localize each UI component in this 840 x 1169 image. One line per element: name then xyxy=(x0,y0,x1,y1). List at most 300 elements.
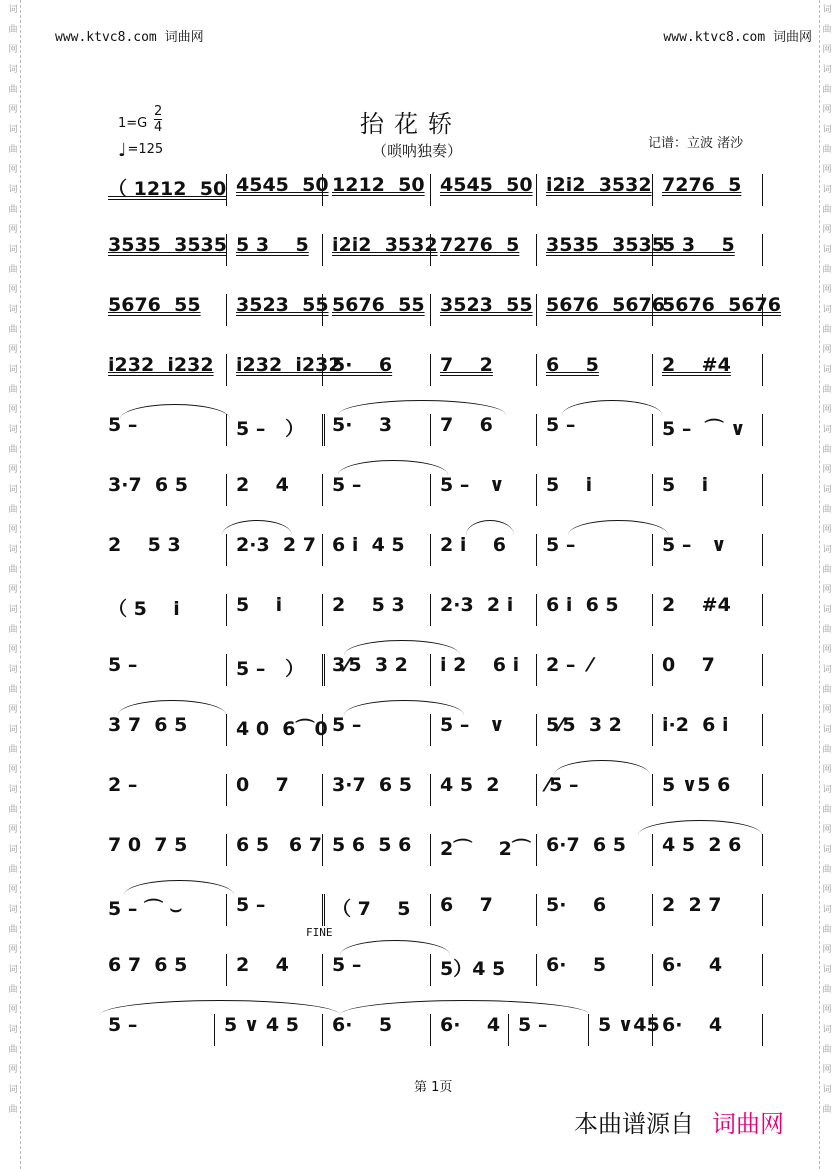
watermark-char: 词 xyxy=(8,605,18,615)
slur-arc xyxy=(466,520,514,535)
watermark-char: 词 xyxy=(822,65,832,75)
measure: （ 7 5 xyxy=(332,898,411,920)
measure: 6 7 6 5 xyxy=(108,954,188,976)
measure: 5⁄5 3 2 xyxy=(546,714,622,736)
measure: 4545 50 xyxy=(440,174,533,196)
measure: i2i2 3532 xyxy=(546,174,652,196)
watermark-char: 曲 xyxy=(822,25,832,35)
watermark-char: 曲 xyxy=(822,685,832,695)
slur-arc xyxy=(338,460,448,475)
watermark-char: 曲 xyxy=(8,925,18,935)
barline xyxy=(430,834,431,866)
watermark-char: 词 xyxy=(8,965,18,975)
barline xyxy=(536,534,537,566)
slur-arc xyxy=(344,700,464,715)
measure: 5 – ∨ xyxy=(662,534,727,556)
barline xyxy=(652,1014,653,1046)
barline xyxy=(652,594,653,626)
watermark-char: 词 xyxy=(822,1085,832,1095)
watermark-char: 网 xyxy=(822,765,832,775)
measure: 5 – ∨ xyxy=(440,474,505,496)
watermark-char: 网 xyxy=(8,945,18,955)
measure: 2 5 3 xyxy=(108,534,181,556)
measure: 5 3 5 xyxy=(236,234,309,256)
barline xyxy=(652,534,653,566)
watermark-char: 词 xyxy=(822,905,832,915)
watermark-char: 词 xyxy=(8,425,18,435)
watermark-char: 曲 xyxy=(822,865,832,875)
slur-arc xyxy=(124,880,234,895)
watermark-char: 曲 xyxy=(8,205,18,215)
barline xyxy=(430,174,431,206)
watermark-char: 曲 xyxy=(822,565,832,575)
measure: 5 ∨ 4 5 xyxy=(224,1014,299,1036)
slur-arc xyxy=(118,700,226,715)
tempo-value: =125 xyxy=(127,142,164,157)
barline xyxy=(762,774,763,806)
slur-arc xyxy=(340,940,450,955)
measure: 1212 50 xyxy=(332,174,425,196)
score-credits: 记谱：立波 渚沙 xyxy=(648,136,744,151)
watermark-char: 网 xyxy=(822,885,832,895)
barline xyxy=(226,534,227,566)
score-row xyxy=(104,714,764,758)
quarter-note-icon: ♩ xyxy=(118,140,127,161)
measure: 6· 4 xyxy=(662,954,723,976)
barline xyxy=(226,354,227,386)
measure: 5 – xyxy=(332,714,362,736)
barline xyxy=(226,234,227,266)
barline xyxy=(536,174,537,206)
barline xyxy=(536,894,537,926)
watermark-char: 词 xyxy=(822,845,832,855)
measure: 5676 5676 xyxy=(546,294,665,316)
slur-arc xyxy=(340,1000,590,1015)
watermark-char: 网 xyxy=(8,285,18,295)
watermark-char: 网 xyxy=(822,1005,832,1015)
barline xyxy=(226,714,227,746)
tempo-marking xyxy=(118,140,163,161)
barline xyxy=(322,954,323,986)
fine-marking: FINE xyxy=(306,926,333,939)
source-brand-link[interactable]: 词曲网 xyxy=(712,1110,784,1138)
watermark-char: 曲 xyxy=(822,1045,832,1055)
watermark-char: 曲 xyxy=(8,265,18,275)
score-row xyxy=(104,654,764,698)
score-row xyxy=(104,534,764,578)
barline xyxy=(322,894,327,926)
measure: 5 – ） xyxy=(236,418,305,440)
watermark-char: 网 xyxy=(822,285,832,295)
measure: 4 5 2 xyxy=(440,774,500,796)
watermark-char: 曲 xyxy=(8,325,18,335)
slur-arc xyxy=(120,404,230,419)
measure: 5 i xyxy=(546,474,593,496)
measure: 5676 5676 xyxy=(662,294,781,316)
watermark-char: 曲 xyxy=(8,805,18,815)
key-signature: 1=G xyxy=(118,116,148,131)
measure: 5 – xyxy=(546,414,576,436)
watermark-char: 词 xyxy=(822,605,832,615)
barline xyxy=(430,294,431,326)
watermark-char: 词 xyxy=(8,845,18,855)
watermark-char: 词 xyxy=(822,305,832,315)
score-row xyxy=(104,234,764,278)
time-signature xyxy=(154,104,162,135)
watermark-char: 曲 xyxy=(822,85,832,95)
barline xyxy=(226,834,227,866)
watermark-char: 词 xyxy=(8,725,18,735)
barline xyxy=(652,834,653,866)
measure: ⁄5 – xyxy=(546,774,579,796)
score-row xyxy=(104,894,764,938)
watermark-char: 曲 xyxy=(822,1105,832,1115)
measure: 3523 55 xyxy=(440,294,533,316)
measure: （ 1212 50 xyxy=(108,178,227,200)
watermark-char: 词 xyxy=(822,965,832,975)
measure: 4545 50 xyxy=(236,174,329,196)
right-watermark-strip xyxy=(819,0,834,1169)
watermark-char: 曲 xyxy=(822,925,832,935)
barline xyxy=(226,894,227,926)
barline xyxy=(652,174,653,206)
watermark-char: 词 xyxy=(822,125,832,135)
barline xyxy=(430,1014,431,1046)
score-row xyxy=(104,414,764,458)
measure: 5 – xyxy=(546,534,576,556)
watermark-char: 网 xyxy=(822,1065,832,1075)
time-signature-top: 2 xyxy=(154,104,163,119)
watermark-char: 曲 xyxy=(822,505,832,515)
score-subtitle: （唢呐独奏） xyxy=(372,142,463,160)
measure: 2·3 2 7 xyxy=(236,534,316,556)
measure: 2 4 xyxy=(236,474,289,496)
watermark-char: 网 xyxy=(822,525,832,535)
watermark-char: 曲 xyxy=(822,205,832,215)
watermark-char: 网 xyxy=(8,405,18,415)
barline xyxy=(430,234,431,266)
source-text: 本曲谱源自 xyxy=(574,1110,694,1138)
watermark-char: 词 xyxy=(822,665,832,675)
barline xyxy=(762,354,763,386)
score-row xyxy=(104,954,764,998)
measure: 7276 5 xyxy=(662,174,742,196)
watermark-char: 网 xyxy=(822,825,832,835)
measure: 3535 3535 xyxy=(546,234,665,256)
barline xyxy=(430,714,431,746)
watermark-char: 曲 xyxy=(822,265,832,275)
barline xyxy=(322,294,323,326)
watermark-char: 词 xyxy=(822,5,832,15)
watermark-char: 曲 xyxy=(822,745,832,755)
measure: 5676 55 xyxy=(108,294,201,316)
measure: 3·7 6 5 xyxy=(332,774,412,796)
header-right-url[interactable]: www.ktvc8.com 词曲网 xyxy=(663,30,812,45)
measure: 5 – xyxy=(332,954,362,976)
watermark-char: 曲 xyxy=(822,325,832,335)
watermark-char: 曲 xyxy=(8,685,18,695)
measure: 5676 55 xyxy=(332,294,425,316)
watermark-char: 曲 xyxy=(822,145,832,155)
watermark-char: 词 xyxy=(822,785,832,795)
measure: 4 5 2 6 xyxy=(662,834,742,856)
barline xyxy=(536,414,537,446)
barline xyxy=(430,414,431,446)
watermark-char: 曲 xyxy=(822,805,832,815)
measure: 6 5 6 7 xyxy=(236,834,322,856)
barline xyxy=(536,294,537,326)
measure: 5 ∨5 6 xyxy=(662,774,731,796)
watermark-char: 网 xyxy=(822,45,832,55)
measure: 6· 4 xyxy=(662,1014,723,1036)
barline xyxy=(430,774,431,806)
barline xyxy=(762,894,763,926)
barline xyxy=(762,474,763,506)
measure: 5 – xyxy=(518,1014,548,1036)
barline xyxy=(652,354,653,386)
watermark-char: 网 xyxy=(8,825,18,835)
barline xyxy=(652,894,653,926)
watermark-char: 曲 xyxy=(8,445,18,455)
barline xyxy=(652,414,653,446)
watermark-char: 词 xyxy=(8,1085,18,1095)
measure: 6 5 xyxy=(546,354,599,376)
barline xyxy=(322,714,323,746)
barline xyxy=(762,234,763,266)
watermark-char: 词 xyxy=(8,185,18,195)
measure: 6·7 6 5 xyxy=(546,834,626,856)
barline xyxy=(536,834,537,866)
watermark-char: 曲 xyxy=(8,625,18,635)
watermark-char: 网 xyxy=(822,165,832,175)
barline xyxy=(762,1014,763,1046)
watermark-char: 曲 xyxy=(822,625,832,635)
measure: 5 ∨45 xyxy=(598,1014,660,1036)
measure: 5 – ） xyxy=(236,658,305,680)
barline xyxy=(322,474,323,506)
slur-arc xyxy=(222,520,292,535)
watermark-char: 词 xyxy=(822,425,832,435)
measure: i·2 6 i xyxy=(662,714,729,736)
measure: 0 7 xyxy=(662,654,715,676)
measure: 7 6 xyxy=(440,414,493,436)
watermark-char: 网 xyxy=(822,405,832,415)
watermark-char: 网 xyxy=(8,345,18,355)
measure: 6 i 6 5 xyxy=(546,594,619,616)
watermark-char: 曲 xyxy=(8,385,18,395)
barline xyxy=(430,354,431,386)
barline xyxy=(508,1014,509,1046)
measure: i232 i232 xyxy=(108,354,214,376)
slur-arc xyxy=(568,520,668,535)
watermark-char: 词 xyxy=(8,65,18,75)
barline xyxy=(588,1014,589,1046)
measure: 7 2 xyxy=(440,354,493,376)
watermark-char: 网 xyxy=(8,465,18,475)
watermark-char: 网 xyxy=(822,345,832,355)
watermark-char: 曲 xyxy=(8,25,18,35)
measure: i 2 6 i xyxy=(440,654,520,676)
measure: 5 – ⌒ ∨ xyxy=(662,418,746,440)
watermark-char: 曲 xyxy=(822,445,832,455)
watermark-char: 网 xyxy=(8,105,18,115)
barline xyxy=(430,654,431,686)
barline xyxy=(322,774,323,806)
barline xyxy=(652,294,653,326)
barline xyxy=(762,834,763,866)
barline xyxy=(762,534,763,566)
watermark-char: 曲 xyxy=(8,565,18,575)
measure: 2 2 7 xyxy=(662,894,722,916)
measure: 5 i xyxy=(236,594,283,616)
slur-arc xyxy=(100,1000,340,1015)
barline xyxy=(430,894,431,926)
measure: 5）4 5 xyxy=(440,958,506,980)
score-row xyxy=(104,594,764,638)
barline xyxy=(226,174,227,206)
source-credit xyxy=(574,1104,784,1139)
watermark-char: 网 xyxy=(822,705,832,715)
watermark-char: 词 xyxy=(822,485,832,495)
score-row xyxy=(104,474,764,518)
barline xyxy=(652,954,653,986)
slur-arc xyxy=(338,400,506,415)
barline xyxy=(322,834,323,866)
watermark-char: 网 xyxy=(8,885,18,895)
barline xyxy=(322,414,327,446)
barline xyxy=(226,594,227,626)
measure: 0 7 xyxy=(236,774,289,796)
barline xyxy=(226,294,227,326)
watermark-char: 曲 xyxy=(8,865,18,875)
watermark-char: 网 xyxy=(8,645,18,655)
watermark-char: 词 xyxy=(822,545,832,555)
measure: 5 3 5 xyxy=(662,234,735,256)
barline xyxy=(536,654,537,686)
measure: 3535 3535 xyxy=(108,234,227,256)
measure: i2i2 3532 xyxy=(332,234,438,256)
measure: 2 4 xyxy=(236,954,289,976)
barline xyxy=(322,534,323,566)
barline xyxy=(652,714,653,746)
watermark-char: 网 xyxy=(822,225,832,235)
watermark-char: 词 xyxy=(8,785,18,795)
measure: 5 – xyxy=(108,1014,138,1036)
measure: 5 – ⌒ ⌣ xyxy=(108,898,183,920)
measure: 3·7 6 5 xyxy=(108,474,188,496)
barline xyxy=(322,354,323,386)
score-row xyxy=(104,834,764,878)
watermark-char: 曲 xyxy=(8,145,18,155)
measure: 7 0 7 5 xyxy=(108,834,188,856)
watermark-char: 词 xyxy=(822,1025,832,1035)
barline xyxy=(430,534,431,566)
barline xyxy=(762,654,763,686)
watermark-char: 网 xyxy=(8,225,18,235)
watermark-char: 曲 xyxy=(8,985,18,995)
measure: i232 i232 xyxy=(236,354,342,376)
measure: 5 – xyxy=(332,474,362,496)
watermark-char: 曲 xyxy=(822,985,832,995)
measure: 5· 6 xyxy=(546,894,607,916)
barline xyxy=(226,474,227,506)
score-row xyxy=(104,1014,764,1058)
measure: 5 i xyxy=(662,474,709,496)
watermark-char: 词 xyxy=(8,485,18,495)
barline xyxy=(536,714,537,746)
watermark-char: 网 xyxy=(822,945,832,955)
measure: 6 i 4 5 xyxy=(332,534,405,556)
barline xyxy=(536,954,537,986)
watermark-char: 词 xyxy=(8,1025,18,1035)
measure: 4 0 6⌒0 xyxy=(236,718,328,740)
watermark-char: 网 xyxy=(8,45,18,55)
score-row xyxy=(104,174,764,218)
watermark-char: 网 xyxy=(8,1005,18,1015)
barline xyxy=(762,594,763,626)
watermark-char: 词 xyxy=(822,725,832,735)
barline xyxy=(536,774,537,806)
score-row xyxy=(104,354,764,398)
barline xyxy=(322,174,323,206)
score-row xyxy=(104,774,764,818)
watermark-char: 词 xyxy=(822,245,832,255)
barline xyxy=(536,354,537,386)
barline xyxy=(762,414,763,446)
barline xyxy=(762,954,763,986)
watermark-char: 词 xyxy=(8,245,18,255)
barline xyxy=(536,594,537,626)
barline xyxy=(430,954,431,986)
slur-arc xyxy=(344,640,460,655)
barline xyxy=(652,474,653,506)
watermark-char: 网 xyxy=(8,585,18,595)
measure: 2 #4 xyxy=(662,594,731,616)
watermark-char: 词 xyxy=(8,5,18,15)
watermark-char: 词 xyxy=(8,545,18,555)
watermark-char: 网 xyxy=(822,465,832,475)
watermark-char: 曲 xyxy=(8,1105,18,1115)
watermark-char: 曲 xyxy=(8,745,18,755)
watermark-char: 网 xyxy=(8,165,18,175)
measure: 5· 3 xyxy=(332,414,393,436)
barline xyxy=(652,774,653,806)
watermark-char: 词 xyxy=(8,905,18,915)
barline xyxy=(322,594,323,626)
barline xyxy=(226,654,227,686)
barline xyxy=(762,294,763,326)
measure: 3⁄5 3 2 xyxy=(332,654,408,676)
measure: 2 i 6 xyxy=(440,534,507,556)
watermark-char: 网 xyxy=(822,585,832,595)
measure: 5 – xyxy=(236,894,266,916)
slur-arc xyxy=(554,760,650,775)
time-signature-bottom: 4 xyxy=(154,120,163,135)
header-left-url[interactable]: www.ktvc8.com 词曲网 xyxy=(55,30,204,45)
score-title: 抬花轿 xyxy=(360,110,462,138)
measure: 3523 55 xyxy=(236,294,329,316)
measure: 2 – ⁄ xyxy=(546,654,592,676)
barline xyxy=(762,174,763,206)
measure: 5 – ∨ xyxy=(440,714,505,736)
measure: 2 5 3 xyxy=(332,594,405,616)
watermark-char: 网 xyxy=(8,765,18,775)
watermark-char: 词 xyxy=(8,305,18,315)
watermark-char: 曲 xyxy=(8,85,18,95)
measure: 3 7 6 5 xyxy=(108,714,188,736)
slur-arc xyxy=(562,400,662,415)
barline xyxy=(430,474,431,506)
